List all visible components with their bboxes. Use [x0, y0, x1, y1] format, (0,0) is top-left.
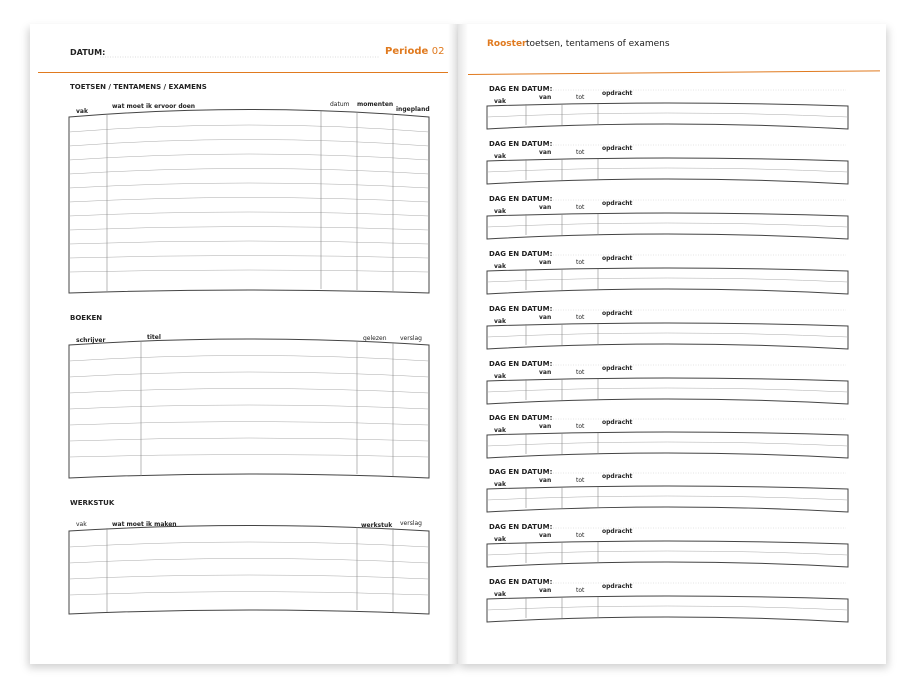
werkstuk-header-verslag: verslag: [400, 520, 422, 527]
column-header-opdracht: opdracht: [602, 528, 633, 535]
boeken-header-titel: titel: [147, 334, 161, 341]
day-date-label: DAG EN DATUM:: [489, 360, 553, 368]
column-header-opdracht: opdracht: [602, 365, 633, 372]
column-header-opdracht: opdracht: [602, 419, 633, 426]
boeken-header-schrijver: schrijver: [76, 337, 106, 344]
column-header-van: van: [539, 94, 552, 101]
day-date-label: DAG EN DATUM:: [489, 414, 553, 422]
column-header-van: van: [539, 532, 552, 539]
column-header-van: van: [539, 259, 552, 266]
column-header-tot: tot: [576, 423, 585, 430]
day-date-label: DAG EN DATUM:: [489, 85, 553, 93]
boeken-header-gelezen: gelezen: [363, 335, 387, 342]
toetsen-header-ingepland: ingepland: [396, 106, 430, 113]
boeken-title: BOEKEN: [70, 314, 103, 322]
werkstuk-header-werkstuk: werkstuk: [361, 522, 393, 529]
column-header-vak: vak: [494, 481, 506, 488]
column-header-tot: tot: [576, 94, 585, 101]
column-header-van: van: [539, 423, 552, 430]
column-header-vak: vak: [494, 373, 506, 380]
column-header-vak: vak: [494, 591, 506, 598]
column-header-van: van: [539, 204, 552, 211]
day-date-label: DAG EN DATUM:: [489, 523, 553, 531]
column-header-opdracht: opdracht: [602, 583, 633, 590]
werkstuk-header-vak: vak: [76, 521, 87, 528]
werkstuk-header-wat: wat moet ik maken: [112, 521, 177, 528]
werkstuk-title: WERKSTUK: [70, 499, 115, 507]
day-date-label: DAG EN DATUM:: [489, 195, 553, 203]
column-header-van: van: [539, 369, 552, 376]
toetsen-header-momenten: momenten: [357, 101, 394, 108]
day-date-label: DAG EN DATUM:: [489, 305, 553, 313]
column-header-van: van: [539, 587, 552, 594]
column-header-tot: tot: [576, 477, 585, 484]
boeken-header-verslag: verslag: [400, 335, 422, 342]
column-header-tot: tot: [576, 532, 585, 539]
column-header-tot: tot: [576, 149, 585, 156]
column-header-opdracht: opdracht: [602, 200, 633, 207]
column-header-vak: vak: [494, 208, 506, 215]
column-header-van: van: [539, 477, 552, 484]
toetsen-title: TOETSEN / TENTAMENS / EXAMENS: [70, 83, 207, 91]
column-header-opdracht: opdracht: [602, 90, 633, 97]
column-header-van: van: [539, 314, 552, 321]
day-date-label: DAG EN DATUM:: [489, 468, 553, 476]
column-header-van: van: [539, 149, 552, 156]
column-header-tot: tot: [576, 314, 585, 321]
column-header-opdracht: opdracht: [602, 255, 633, 262]
toetsen-header-wat: wat moet ik ervoor doen: [112, 103, 196, 110]
column-header-vak: vak: [494, 98, 506, 105]
periode-label: Periode: [385, 46, 429, 57]
column-header-vak: vak: [494, 427, 506, 434]
column-header-tot: tot: [576, 369, 585, 376]
column-header-vak: vak: [494, 536, 506, 543]
column-header-tot: tot: [576, 259, 585, 266]
column-header-vak: vak: [494, 318, 506, 325]
day-date-label: DAG EN DATUM:: [489, 578, 553, 586]
column-header-opdracht: opdracht: [602, 145, 633, 152]
rooster-subtitle: toetsen, tentamens of examens: [526, 39, 670, 49]
datum-label: DATUM:: [70, 48, 106, 57]
rooster-title: Rooster: [487, 39, 527, 49]
column-header-tot: tot: [576, 587, 585, 594]
day-date-label: DAG EN DATUM:: [489, 140, 553, 148]
periode-number: 02: [431, 46, 445, 57]
column-header-tot: tot: [576, 204, 585, 211]
toetsen-header-vak: vak: [76, 108, 88, 115]
column-header-opdracht: opdracht: [602, 310, 633, 317]
day-date-label: DAG EN DATUM:: [489, 250, 553, 258]
toetsen-header-datum: datum: [330, 101, 350, 108]
column-header-vak: vak: [494, 263, 506, 270]
column-header-vak: vak: [494, 153, 506, 160]
column-header-opdracht: opdracht: [602, 473, 633, 480]
